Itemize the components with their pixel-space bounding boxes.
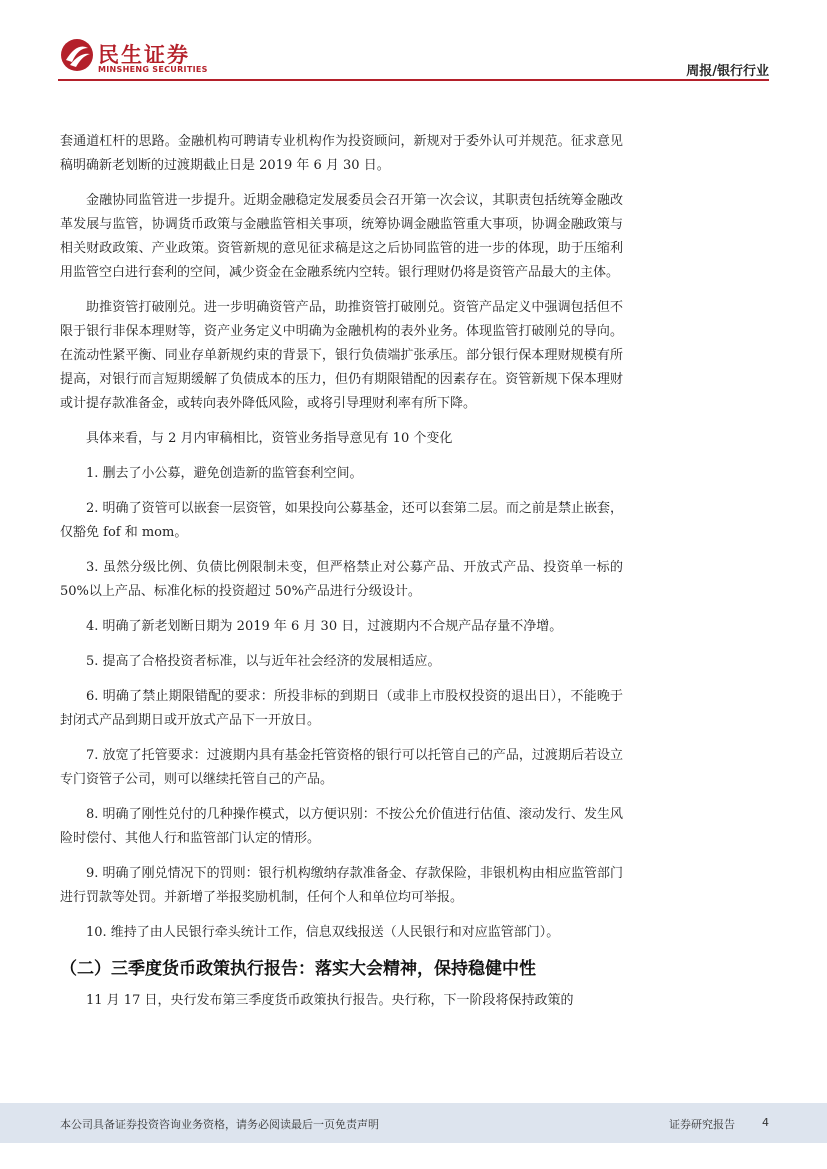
- report-category: 周报/银行行业: [686, 64, 769, 79]
- paragraph: 套通道杠杆的思路。金融机构可聘请专业机构作为投资顾问，新规对于委外认可并规范。征求意见稿明确新老划断的过渡期截止日是 2019 年 6 月 30 日。: [60, 134, 623, 173]
- footer-report-type: 证券研究报告: [669, 1118, 735, 1131]
- logo-english-name: MINSHENG SECURITIES: [98, 65, 208, 74]
- list-item: 5. 提高了合格投资者标准，以与近年社会经济的发展相适应。: [86, 654, 441, 669]
- logo-chinese-name: 民生证券: [98, 43, 190, 67]
- list-item: 6. 明确了禁止期限错配的要求：所投非标的到期日（或非上市股权投资的退出日），不能晚于封闭式产品到期日或开放式产品下一开放日。: [60, 689, 623, 728]
- section-heading: （二）三季度货币政策执行报告：落实大会精神，保持稳健中性: [60, 959, 536, 979]
- list-item: 7. 放宽了托管要求：过渡期内具有基金托管资格的银行可以托管自己的产品，过渡期后若设立专门资管子公司，则可以继续托管自己的产品。: [60, 748, 623, 787]
- company-logo: [60, 38, 210, 78]
- header-divider: [58, 79, 769, 81]
- page-number: 4: [762, 1116, 769, 1129]
- report-body: [60, 130, 623, 1024]
- list-item: 2. 明确了资管可以嵌套一层资管，如果投向公募基金，还可以套第二层。而之前是禁止嵌套，仅豁免 fof 和 mom。: [60, 501, 623, 540]
- list-item: 8. 明确了刚性兑付的几种操作模式，以方便识别：不按公允价值进行估值、滚动发行、发生风险时偿付、其他人行和监管部门认定的情形。: [60, 807, 623, 846]
- page-header: [0, 0, 827, 82]
- logo-mark-icon: [60, 38, 94, 72]
- list-item: 4. 明确了新老划断日期为 2019 年 6 月 30 日，过渡期内不合规产品存量不净增。: [86, 619, 563, 634]
- footer-disclaimer: 本公司具备证券投资咨询业务资格，请务必阅读最后一页免责声明: [60, 1118, 379, 1131]
- paragraph: 具体来看，与 2 月内审稿相比，资管业务指导意见有 10 个变化: [86, 431, 453, 446]
- list-item: 9. 明确了刚兑情况下的罚则：银行机构缴纳存款准备金、存款保险，非银机构由相应监管部门进行罚款等处罚。并新增了举报奖励机制，任何个人和单位均可举报。: [60, 866, 623, 905]
- paragraph: 助推资管打破刚兑。进一步明确资管产品，助推资管打破刚兑。资管产品定义中强调包括但不限于银行非保本理财等，资产业务定义中明确为金融机构的表外业务。体现监管打破刚兑的导向。在流动性紧平衡、同业存单新规约束的背景下，银行负债端扩张承压。部分银行保本理财规模有所提高，对银行而言短期缓解了负债成本的压力，但仍有期限错配的因素存在。资管新规下保本理财或计提存款准备金，或转向表外降低风险，或将引导理财利率有所下降。: [60, 300, 623, 411]
- page-footer: [0, 1103, 827, 1143]
- list-item: 1. 删去了小公募，避免创造新的监管套利空间。: [86, 466, 363, 481]
- paragraph: 11 月 17 日，央行发布第三季度货币政策执行报告。央行称，下一阶段将保持政策的: [86, 993, 574, 1008]
- list-item: 3. 虽然分级比例、负债比例限制未变，但严格禁止对公募产品、开放式产品、投资单一标的 50%以上产品、标准化标的投资超过 50%产品进行分级设计。: [60, 560, 623, 599]
- paragraph: 金融协同监管进一步提升。近期金融稳定发展委员会召开第一次会议，其职责包括统筹金融改革发展与监管，协调货币政策与金融监管相关事项，统筹协调金融监管重大事项，协调金融政策与相关财政政策、产业政策。资管新规的意见征求稿是这之后协同监管的进一步的体现，助于压缩利用监管空白进行套利的空间，减少资金在金融系统内空转。银行理财仍将是资管产品最大的主体。: [60, 193, 623, 280]
- list-item: 10. 维持了由人民银行牵头统计工作，信息双线报送（人民银行和对应监管部门）。: [86, 925, 560, 940]
